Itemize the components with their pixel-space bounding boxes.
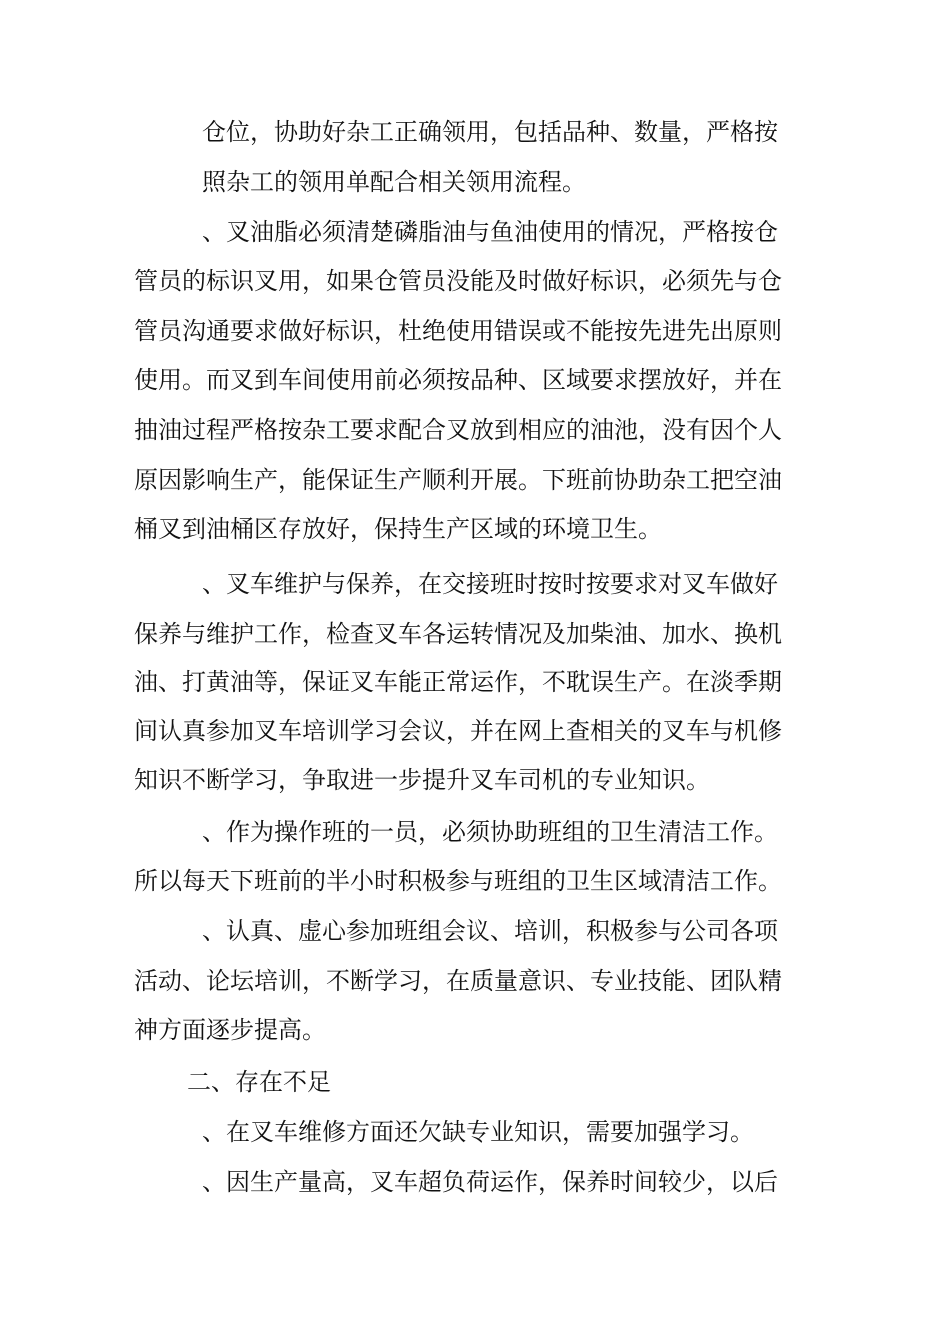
text-line: 油、打黄油等，保证叉车能正常运作，不耽误生产。在淡季期 (134, 668, 782, 696)
text-line: 、叉车维护与保养，在交接班时按时按要求对叉车做好 (202, 570, 778, 598)
text-line: 、作为操作班的一员，必须协助班组的卫生清洁工作。 (202, 818, 778, 846)
text-line: 使用。而叉到车间使用前必须按品种、区域要求摆放好，并在 (134, 366, 782, 394)
text-line: 、因生产量高，叉车超负荷运作，保养时间较少，以后 (202, 1168, 778, 1196)
text-line: 仓位，协助好杂工正确领用，包括品种、数量，严格按 (202, 118, 778, 146)
text-line: 管员沟通要求做好标识，杜绝使用错误或不能按先进先出原则 (134, 317, 782, 345)
text-line: 原因影响生产，能保证生产顺利开展。下班前协助杂工把空油 (134, 466, 782, 494)
section-heading: 二、存在不足 (187, 1068, 331, 1096)
text-line: 、在叉车维修方面还欠缺专业知识，需要加强学习。 (202, 1118, 754, 1146)
text-line: 知识不断学习，争取进一步提升叉车司机的专业知识。 (134, 766, 710, 794)
text-line: 抽油过程严格按杂工要求配合叉放到相应的油池，没有因个人 (134, 416, 782, 444)
text-line: 间认真参加叉车培训学习会议，并在网上查相关的叉车与机修 (134, 717, 782, 745)
text-line: 管员的标识叉用，如果仓管员没能及时做好标识，必须先与仓 (134, 267, 782, 295)
text-line: 所以每天下班前的半小时积极参与班组的卫生区域清洁工作。 (134, 867, 782, 895)
text-line: 保养与维护工作，检查叉车各运转情况及加柴油、加水、换机 (134, 620, 782, 648)
text-line: 照杂工的领用单配合相关领用流程。 (202, 168, 586, 196)
text-line: 活动、论坛培训，不断学习，在质量意识、专业技能、团队精 (134, 967, 782, 995)
text-line: 、叉油脂必须清楚磷脂油与鱼油使用的情况，严格按仓 (202, 218, 778, 246)
text-line: 神方面逐步提高。 (134, 1016, 326, 1044)
text-line: 桶叉到油桶区存放好，保持生产区域的环境卫生。 (134, 515, 662, 543)
text-line: 、认真、虚心参加班组会议、培训，积极参与公司各项 (202, 917, 778, 945)
